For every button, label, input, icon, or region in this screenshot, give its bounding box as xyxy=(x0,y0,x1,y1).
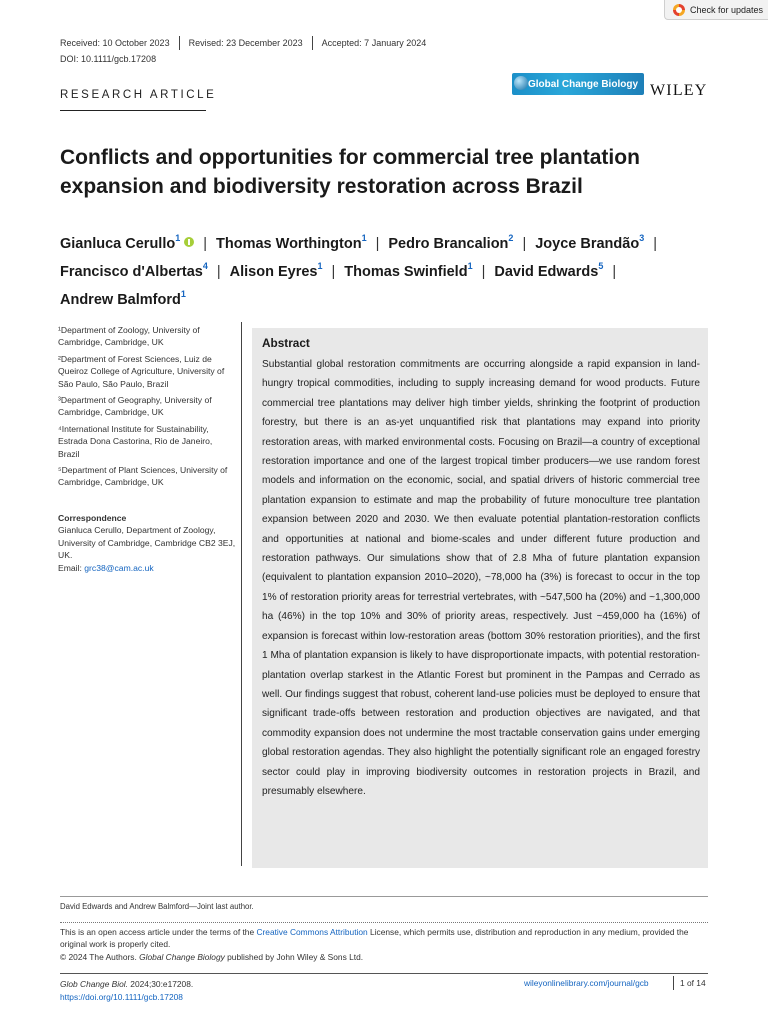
author-affiliation-number: 1 xyxy=(180,288,186,299)
author-separator: | xyxy=(653,235,657,252)
abstract-heading: Abstract xyxy=(262,336,310,350)
author-separator: | xyxy=(375,235,380,252)
received-date: Received: 10 October 2023 xyxy=(60,38,170,48)
author-name[interactable]: Alison Eyres xyxy=(229,263,318,280)
check-for-updates-button[interactable] xyxy=(664,0,768,20)
author-affiliation-number: 3 xyxy=(639,233,645,243)
affiliation-item: ⁵Department of Plant Sciences, University of Cambridge, Cambridge, UK xyxy=(58,465,228,488)
journal-logo xyxy=(512,73,644,95)
joint-author-note: David Edwards and Andrew Balmford—Joint last author. xyxy=(60,902,254,911)
license-pre: This is an open access article under the terms of the xyxy=(60,927,257,937)
publisher-logo: WILEY xyxy=(650,82,708,99)
author-affiliation-number: 1 xyxy=(317,260,323,271)
journal-name: Global Change Biology xyxy=(528,78,639,90)
correspondence-address: Gianluca Cerullo, Department of Zoology, University of Cambridge, Cambridge CB2 3EJ, UK. xyxy=(58,525,236,561)
author-line xyxy=(60,284,720,312)
revised-date: Revised: 23 December 2023 xyxy=(188,38,303,48)
citation-doi-link[interactable]: https://doi.org/10.1111/gcb.17208 xyxy=(60,992,183,1002)
accepted-date: Accepted: 7 January 2024 xyxy=(321,38,427,48)
author-affiliation-number: 1 xyxy=(175,233,181,243)
author-name[interactable]: Pedro Brancalion xyxy=(388,235,509,252)
author-name[interactable]: Francisco d'Albertas xyxy=(60,263,203,280)
correspondence xyxy=(58,512,238,574)
author-name[interactable]: Andrew Balmford xyxy=(60,291,181,308)
crossmark-icon xyxy=(673,4,685,16)
journal-site-link[interactable]: wileyonlinelibrary.com/journal/gcb xyxy=(524,978,649,988)
author-name[interactable]: David Edwards xyxy=(494,263,599,280)
article-type-underline xyxy=(60,110,206,111)
author-separator: | xyxy=(203,235,208,252)
author-name[interactable]: Joyce Brandão xyxy=(535,235,640,252)
author-line xyxy=(60,228,720,256)
author-affiliation-number: 2 xyxy=(508,233,514,243)
author-line xyxy=(60,256,720,284)
author-name[interactable]: Gianluca Cerullo xyxy=(60,235,176,252)
abstract-panel xyxy=(252,328,708,868)
affiliation-item: ⁴International Institute for Sustainability, Estrada Dona Castorina, Rio de Janeiro, Brazil xyxy=(58,423,213,459)
article-title: Conflicts and opportunities for commercial tree plantation expansion and biodiversity restoration across Brazil xyxy=(60,146,640,198)
author-name[interactable]: Thomas Swinfield xyxy=(344,263,468,280)
author-affiliation-number: 4 xyxy=(202,260,208,271)
affiliations xyxy=(58,324,236,493)
page-number: 1 of 14 xyxy=(680,978,706,988)
copyright-post: published by John Wiley & Sons Ltd. xyxy=(224,952,364,962)
citation-line xyxy=(60,978,193,991)
affiliation-item: ¹Department of Zoology, University of Cambridge, Cambridge, UK xyxy=(58,325,200,348)
citation-volume: 2024;30:e17208. xyxy=(127,979,194,989)
author-list xyxy=(60,228,720,311)
date-separator xyxy=(312,36,313,50)
correspondence-email-line xyxy=(58,562,238,574)
license-divider xyxy=(60,922,708,923)
email-label: Email: xyxy=(58,562,85,573)
affiliation-item: ²Department of Forest Sciences, Luiz de Queiroz College of Agriculture, University of São Paulo, São Paulo, Brazil xyxy=(58,353,225,389)
affiliation-item: ³Department of Geography, University of Cambridge, Cambridge, UK xyxy=(58,395,212,418)
footnote-divider xyxy=(60,896,708,897)
footer-divider xyxy=(60,973,708,974)
copyright-line xyxy=(60,952,363,962)
author-affiliation-number: 5 xyxy=(598,260,604,271)
date-separator xyxy=(179,36,180,50)
author-affiliation-number: 1 xyxy=(361,233,367,243)
article-dates xyxy=(60,35,426,51)
author-name[interactable]: Thomas Worthington xyxy=(216,235,362,252)
copyright-journal: Global Change Biology xyxy=(139,952,225,962)
email-link[interactable]: grc38@cam.ac.uk xyxy=(84,562,154,573)
license-post: License, which permits use, distribution and reproduction in any medium, provided the original work is properly cited. xyxy=(60,927,689,950)
author-separator: | xyxy=(612,263,617,280)
author-separator: | xyxy=(331,263,336,280)
copyright-pre: © 2024 The Authors. xyxy=(60,952,140,962)
correspondence-heading: Correspondence xyxy=(58,513,127,523)
abstract-text: Substantial global restoration commitments are occurring alongside a rapid expansion in land-hungry tropical commodities, including to supply increasing demand for wood products. Future commercial tree plantations may deliver high timber yields, shrinking the footprint of production forestry, but there is an as-yet unquantified risk that plantations may expand into priority restoration areas, with marked environmental costs. Focusing on Brazil—a country of exceptional restoration importance and one of the largest tropical timber producers—we use random forest models and information on the economic, social, and spatial drivers of historic commercial tree plantation expansion to estimate and map the probability of future monoculture tree plantation expansion between 2020 and 2030. We then evaluate potential plantation-restoration conflicts and opportunities at national and biome-scales and under different future production and restoration pathways. Our simulations show that of 2.8 Mha of future plantation expansion (equivalent to plantation expansion 2010–2020), ~78,000 ha (3%) is forecast to occur in the top 1% of restoration priority areas for terrestrial vertebrates, with ~547,500 ha (20%) and ~1,300,000 ha (46%) in the top 10% and 30% of priority areas, respectively. Just ~459,000 ha (16%) of expansion is forecast within low-restoration areas (bottom 30% restoration priorities), and the first 1 Mha of plantation expansion is likely to have disproportionate impacts, with potential restoration-plantation overlap starkest in the Atlantic Forest but prominent in the Pampas and Cerrado as well. Our findings suggest that robust, coherent land-use policies must be deployed to ensure that significant trade-offs between restoration and production objectives are navigated, and that commodity expansion does not undermine the most tractable conservation gains under emerging global restoration agendas. They also highlight the potentially significant role an engaged forestry sector could play in improving biodiversity outcomes in restoration projects in Brazil, and presumably elsewhere. xyxy=(262,359,700,797)
author-separator: | xyxy=(481,263,486,280)
author-separator: | xyxy=(522,235,527,252)
author-separator: | xyxy=(216,263,221,280)
citation xyxy=(60,978,193,1004)
orcid-icon[interactable] xyxy=(184,237,194,247)
license-text xyxy=(60,926,708,951)
page-separator xyxy=(673,976,674,990)
check-for-updates-label: Check for updates xyxy=(690,4,764,15)
citation-journal: Glob Change Biol. xyxy=(60,979,128,989)
article-type: RESEARCH ARTICLE xyxy=(60,89,217,101)
article-doi: DOI: 10.1111/gcb.17208 xyxy=(60,54,157,64)
globe-icon xyxy=(514,76,528,90)
creative-commons-link[interactable]: Creative Commons Attribution xyxy=(256,927,368,937)
abstract-divider xyxy=(241,322,242,866)
author-affiliation-number: 1 xyxy=(467,260,473,271)
